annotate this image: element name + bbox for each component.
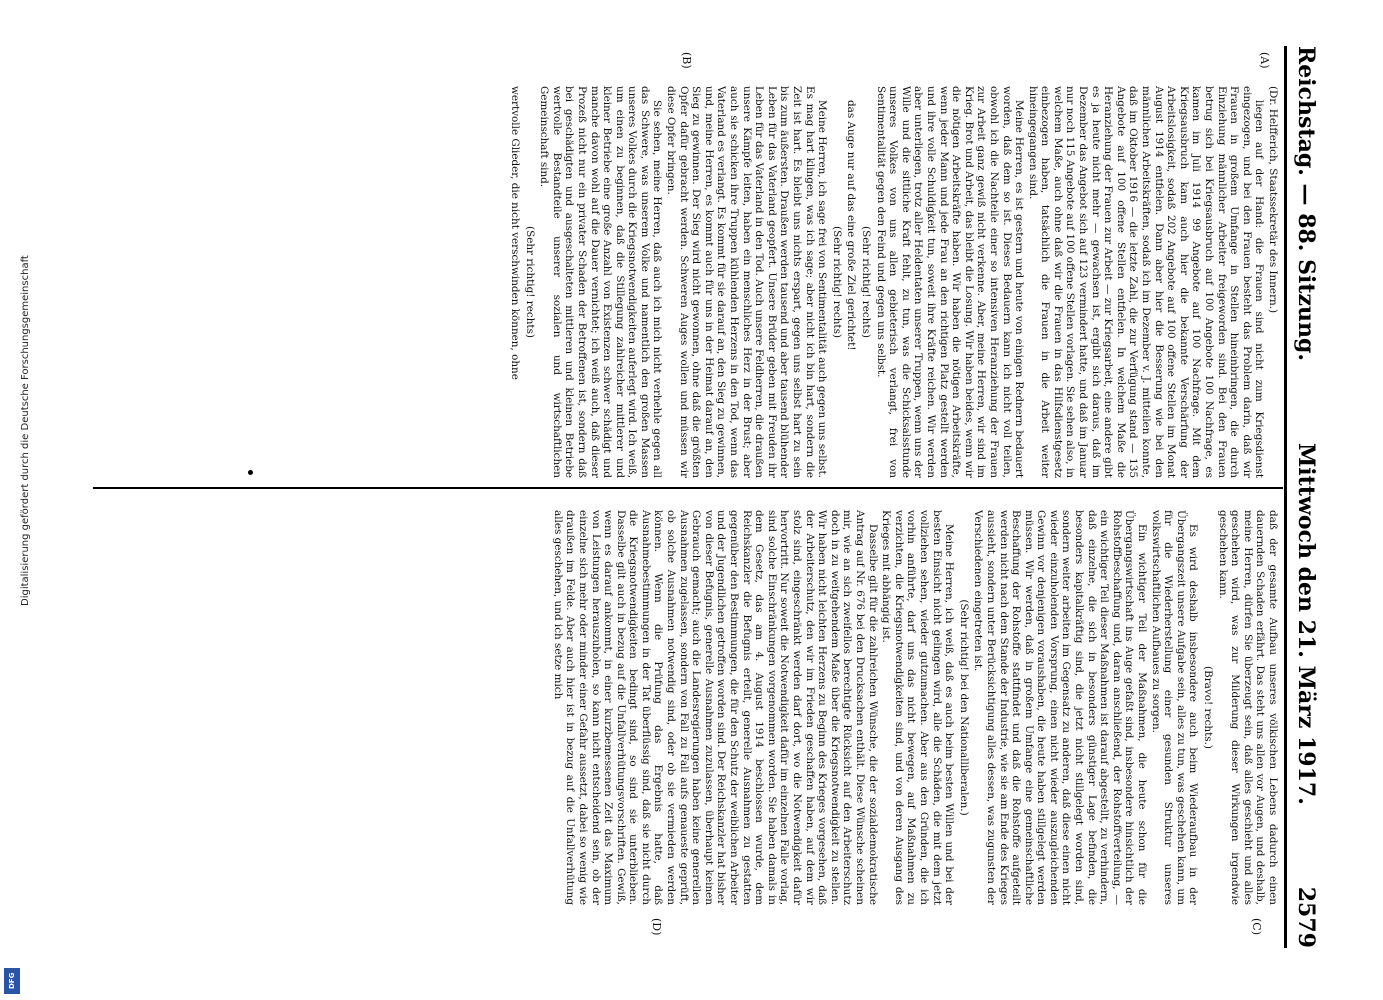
paragraph: daß der gesamte Aufbau unseres völkischen Lebens dadurch einen dauernden Schaden erfährt. Das steht uns allen vor Augen, und deshalb, meine Herren, dürfen Sie überzeugt sein, daß alles geschieht und alles geschehen wird, was zur Milderung dieser Wirkungen irgendwie geschehen kann. <box>1216 510 1279 905</box>
paragraph: Ein wichtiger Teil der Maßnahmen, die heute schon für die Übergangswirtschaft ins Auge gefaßt sind, insbesondere hinsichtlich der Rohstoffbeschaffung und, daran anschließend, der Rohstoffverteilung, — ein wichtiger Teil dieser Maßnahmen ist darauf abgestellt, zu verhindern, daß einzelne, die sich in besonders günstiger Lage befinden, die besonders kapitalkräftig sind, die jetzt nicht stillgelegt worden sind, sondern weiter arbeiten im Gegensatz zu anderen, daß diese einen nicht wieder einzuholenden Vorsprung, einen nicht wieder auszugleichenden Gewinn vor denjenigen voraushaben, die heute haben stillgelegt werden müssen. Wir werden, daß in großem Umfange eine gemeinschaftliche Beschaffung der Rohstoffe stattfindet und daß die Rohstoffe aufgeteilt werden nicht nach dem Stande der Industrie, wie sie am Ende des Krieges aussieht, sondern unter Berücksichtigung alles dessen, was zugunsten der Verschiedenen eingetreten ist. <box>972 510 1149 905</box>
paragraph: Es wird deshalb insbesondere auch beim Wiederaufbau in der Übergangszeit unsere Aufgabe sein, alles zu tun, was geschehen kann, um für die Wiederherstellung einer gesunden Struktur unseres volkswirtschaftlichen Aufbaues zu sorgen. <box>1149 510 1200 905</box>
margin-marker-b: (B) <box>680 52 693 69</box>
paragraph: Meine Herren, ich sage frei von Sentimentalität auch gegen uns selbst. Es mag hart klingen, was ich sage; aber nicht ich bin hart, sondern die Zeit ist hart. Es bleibt uns nichts erspart, gegen uns selbst hart zu sein bis zum äußersten. Draußen werden tausend und aber tausend blühender Leben für das Vaterland geopfert. Unsere Brüder geben mit Freuden ihr Leben für das Vaterland in den Tod. Auch unsere Feldherren, die draußen unsere Kämpfe leiten, haben ein menschliches Herz in der Brust; aber auch sie schicken ihre Truppen kühlenden Herzens in den Tod, wenn das Vaterland es verlangt. Es kommt für sie darauf an, den Sieg zu gewinnen, und, meine Herren, es kommt auch für uns in der Heimat darauf an, den Sieg zu gewinnen. Der Sieg wird nicht gewonnen, ohne daß die größten Opfer dafür gebracht werden. Schweren Auges wollen und müssen wir diese Opfer bringen. <box>665 86 829 478</box>
digitization-credit: Digitalisierung gefördert durch die Deutsche Forschungsgemeinschaft <box>20 255 31 606</box>
paragraph: Meine Herren, ich weiß, daß es auch beim besten Willen und bei der besten Einsicht nicht gelingen wird, alle die Schäden, die mit dem jetzt vollziehen sehen, wieder gutzumachen. Aber aus den Gründen, die ich vorhin anführte, darf uns das nicht bewegen, auf Maßnahmen zu verzichten, die Kriegsnotwendigkeiten sind, und von deren Ausgang des Krieges mit abhängig ist. <box>880 510 956 905</box>
text-column-left <box>99 86 1279 478</box>
paragraph: das Auge nur auf das eine große Ziel gerichtet! <box>845 100 858 351</box>
paragraph: wertvolle Glieder, die nicht verschwinden können, ohne <box>508 86 521 380</box>
paragraph: (Sehr richtig! rechts) <box>830 226 843 338</box>
page-number: 2579 <box>1293 886 1319 948</box>
text-column-right <box>99 510 1279 905</box>
header-rule <box>1284 46 1287 948</box>
header-left: Reichstag. — 88. Sitzung. <box>1293 46 1319 362</box>
print-speck <box>248 470 253 475</box>
page-header <box>1289 46 1323 948</box>
paragraph: Sie sehen, meine Herren, daß auch ich mich nicht verhehle gegen all das Schwere, was unserem Volke und namentlich den großen Massen unseres Volkes durch die Kriegsnotwendigkeiten auferlegt wird. Ich weiß, um einen zu beginnen, daß die Stillegung zahlreicher mittlerer und kleiner Betriebe eine große Anzahl von Existenzen schwer schädigt und manche davon wohl auf die Dauer vernichtet; ich weiß auch, daß dieser Prozeß nicht nur ein privater Schaden der Betroffenen ist, sondern daß bei geschädigten und ausgeschalteten mittleren und kleinen Betriebe wertvolle Bestandteile unserer sozialen und wirtschaftlichen Gemeinschaft sind. <box>538 86 664 478</box>
paragraph: (Bravo! rechts.) <box>1202 666 1215 749</box>
paragraph: (Sehr richtig! rechts) <box>860 226 872 338</box>
margin-marker-d: (D) <box>650 918 663 936</box>
dfg-logo: DFG <box>4 968 20 994</box>
header-date: Mittwoch den 21. März 1917. <box>1293 442 1319 805</box>
margin-marker-a: (A) <box>1258 52 1271 69</box>
column-divider <box>93 487 1283 489</box>
paragraph: Meine Herren, es ist gestern und heute von einigen Rednern bedauert worden, daß dem so ist. Dieses Bedauern kann ich nicht voll teilen, obwohl ich die Nachteile einer so intensiven Heranziehung der Frauen zur Arbeit ganz gewiß nicht verkenne. Aber, meine Herren, wir sind im Krieg. Brot und Arbeit, das bleibt die Losung. Wir haben beides, wenn wir die nötigen Arbeitskräfte haben. Wir haben die nötigen Arbeitskräfte, wenn jeder Mann und jede Frau an den richtigen Platz gestellt werden und ihre volle Schuldigkeit tun, soweit ihre Kräfte reichen. Wir werden aber unterliegen, trotz aller Heldentaten unserer Truppen, wenn uns der Wille und die sittliche Kraft fehlt, zu tun, was die Schicksalsstunde unseres Volkes von uns allen gebieterisch verlangt, frei von Sentimentalität gegen den Feind und gegen uns selbst. <box>874 86 1026 478</box>
paragraph: Dasselbe gilt für die zahlreichen Wünsche, die der sozialdemokratische Antrag auf Nr. 676 bei den Drucksachen enthält. Diese Wünsche scheinen mir, wie an sich zweifellos berechtigte Rücksicht auf den Arbeiterschutz doch in zu weitgehendem Maße über die Kriegsnotwendigkeit zu stellen. Wir haben nicht leichten Herzens zu Beginn des Krieges vorgesehen, daß der Arbeiterschutz, den wir im Frieden geschaffen haben, auf dem wir stolz sind, eingeschränkt werden darf dort, wo die Notwendigkeit dafür hervortritt. Nur soweit die Notwendigkeit dafür im einzelnen Falle vorlag, sind solche Einschränkungen vorgenommen worden. Sie haben damals in dem Gesetz, das am 4. August 1914 beschlossen wurde, dem Reichskanzler die Befugnis erteilt, generelle Ausnahmen zu gestatten gegenüber den Bestimmungen, die für den Schutz der weiblichen Arbeiter und der Jugendlichen getroffen worden sind. Der Reichskanzler hat bisher von dieser Befugnis, generelle Ausnahmen zuzulassen, überhaupt keinen Gebrauch gemacht; auch die Landesregierungen haben keine generellen Ausnahmen zugelassen, sondern von Fall zu Fall aufs genaueste geprüft, ob solche Ausnahmen notwendig sind, oder ob sie vermieden werden können. Wenn die Prüfung das Ergebnis hatte, daß Ausnahmebestimmungen in der Tat überflüssig sind, daß sie nicht durch die Kriegsnotwendigkeiten bedingt sind, so sind sie unterblieben. Dasselbe gilt auch in bezug auf die Unfallverhütungsvorschriften. Gewiß, wenn es darauf ankommt, in einer kurzbemessenen Zeit das Maximum von Leistungen herauszuholen, so kann nicht entscheidend sein, ob der einzelne sich mehr oder minder einer Gefahr aussetzt, dabei so wenig wie draußen im Felde. Aber auch hier ist in bezug auf die Unfallverhütung alles geschehen, und ich setze mich <box>551 510 879 905</box>
margin-marker-c: (C) <box>1250 918 1263 935</box>
paragraph: (Dr. Helfferich, Staatssekretär des Innern.) <box>1267 86 1279 314</box>
paragraph: (Sehr richtig! bei den Nationalliberalen.) <box>957 599 970 816</box>
paragraph: (Sehr richtig! rechts) <box>523 226 536 338</box>
paragraph: liegen auf der Hand: die Frauen sind nicht zum Kriegsdienst eingezogen, und bei den Frauen besteht das Problem darin, daß wir Frauen in großem Umfange in Stellen hineinbringen, die durch Einziehung männlicher Arbeiter freigeworden sind. Bei den Frauen betrug sich bei Kriegsausbruch auf 100 Angebote 100 Nachfrage, es kamen im Juli 1914 99 Angebote auf 100 Nachfrage. Mit dem Kriegsausbruch kam auch hier die bekannte Verschärfung der Arbeitslosigkeit, sodaß 202 Angebote auf 100 offene Stellen im Monat August 1914 entfielen. Dann aber hier die Besserung wie bei den männlichen Arbeitskräften, sodaß ich im Dezember v. J. mitteilen konnte, daß im Oktober 1916 — die letzte Zahl, die zur Verfügung stand — 135 Angebote auf 100 offene Stellen entfielen. In welchem Maße die Heranziehung der Frauen zur Arbeit — zur Kriegsarbeit, eine andere gibt es ja heute nicht mehr — gewachsen ist, ergibt sich daraus, daß im Dezember das Angebot sich auf 123 vermindert hatte, und daß im Januar nur noch 115 Angebote auf 100 offene Stellen vorlagen. Sie sehen also, in welchem Maße, auch ohne daß wir die Frauen in das Hilfsdienstgesetz einbezogen haben, tatsächlich die Frauen in die Arbeit weiter hineingegangen sind. <box>1026 86 1266 478</box>
